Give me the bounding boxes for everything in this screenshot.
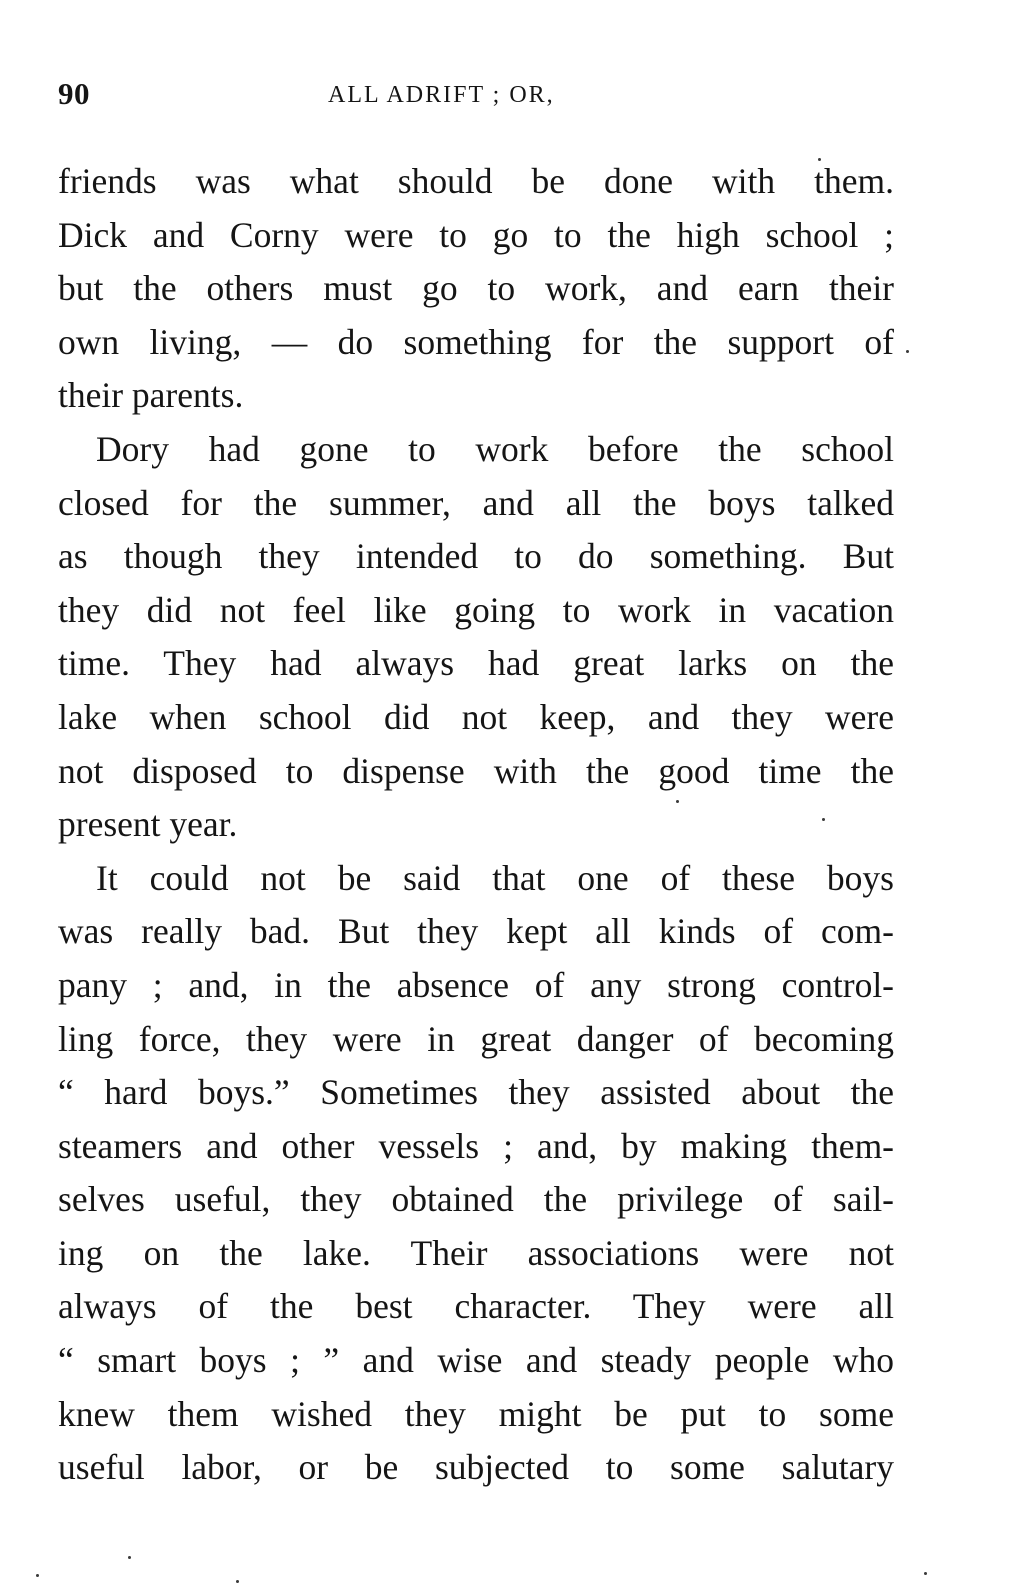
page-number: 90 [58,76,90,111]
text-line: ling force, they were in great danger of becoming [58,1018,894,1059]
text-line: they did not feel like going to work in vacation [58,589,894,630]
text-line: ing on the lake. Their associations were not [58,1232,894,1273]
text-line: pany ; and, in the absence of any strong control- [58,964,894,1005]
text-line: knew them wished they might be put to some [58,1393,894,1434]
text-line: useful labor, or be subjected to some salutary [58,1447,894,1488]
text-line: time. They had always had great larks on the [58,643,894,684]
text-line: but the others must go to work, and earn their [58,268,894,309]
text-line: always of the best character. They were all [58,1286,894,1327]
text-line: It could not be said that one of these boys [96,857,894,898]
scan-speck [924,1572,927,1575]
text-line: “ hard boys.” Sometimes they assisted about the [58,1072,894,1113]
text-line: Dory had gone to work before the school [96,428,894,469]
text-line: Dick and Corny were to go to the high school ; [58,214,894,255]
page-header [58,76,894,116]
text-line: closed for the summer, and all the boys talked [58,482,894,523]
scan-speck [906,350,909,353]
text-line: friends was what should be done with them. [58,161,894,201]
text-line: selves useful, they obtained the privilege of sail- [58,1179,894,1220]
text-line: lake when school did not keep, and they were [58,696,894,737]
scan-speck [236,1580,239,1583]
scan-speck [128,1556,131,1559]
text-line: present year. [58,804,238,845]
text-line: was really bad. But they kept all kinds of com- [58,911,894,952]
scan-speck [818,158,821,161]
text-line: their parents. [58,375,244,416]
scan-speck [36,1574,39,1577]
running-head: ALL ADRIFT ; OR, [328,82,555,108]
text-line: steamers and other vessels ; and, by making them- [58,1125,894,1166]
text-line: own living, — do something for the support of [58,321,894,362]
scan-speck [676,800,679,803]
text-line: not disposed to dispense with the good time the [58,750,894,791]
body-text [58,155,894,1495]
scan-speck [822,818,825,821]
text-line: “ smart boys ; ” and wise and steady people who [58,1340,894,1381]
text-line: as though they intended to do something. But [58,536,894,577]
